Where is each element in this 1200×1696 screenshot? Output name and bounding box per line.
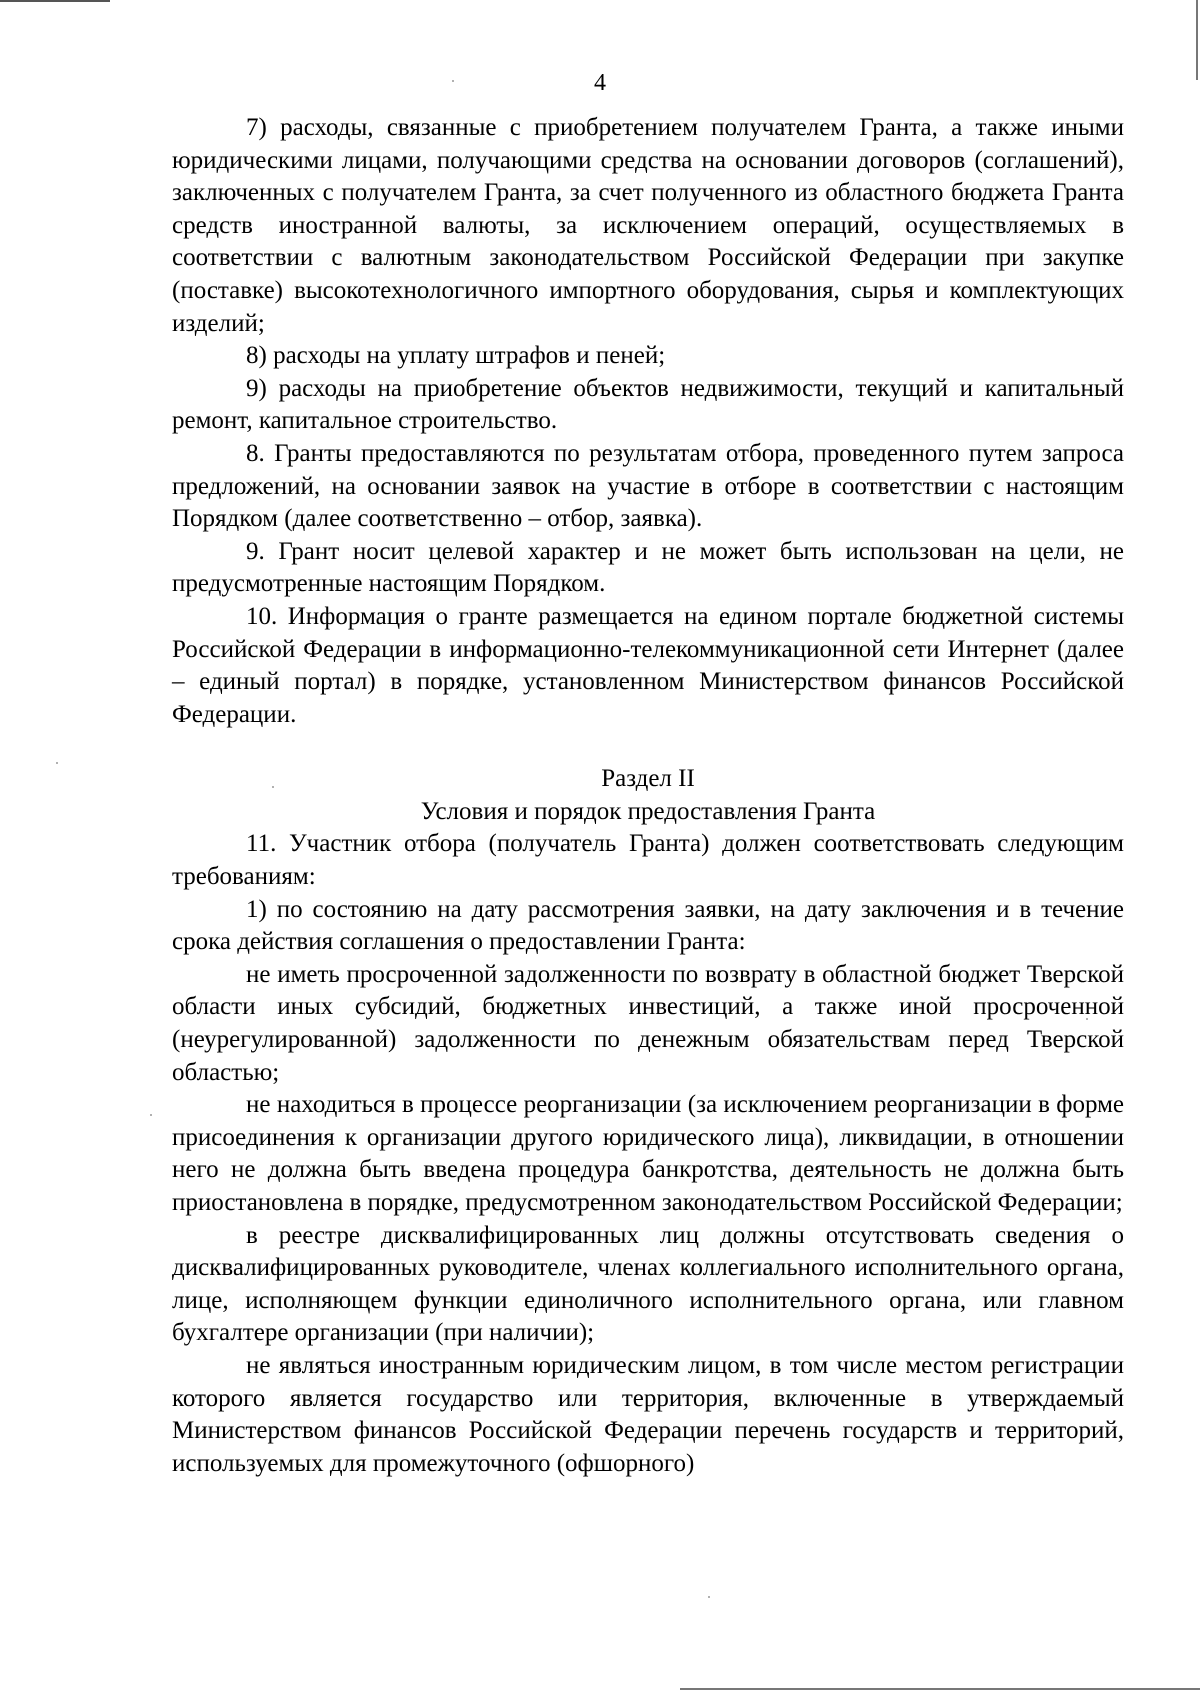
paragraph-item-8: 8) расходы на уплату штрафов и пеней; (246, 342, 666, 370)
scan-speck (708, 1596, 710, 1598)
scan-speck (56, 762, 58, 764)
paragraph-requirement: в реестре дисквалифицированных лиц должны отсутствовать сведения о дисквалифицированных руководителе, членах коллегиального исполнительного органа, лице, исполняющем функции единоличного исполнительного органа, или главном бухгалтере организации (при наличии); (172, 1221, 1124, 1347)
paragraph-requirement: не являться иностранным юридическим лицом, в том числе местом регистрации которого является государство или территория, включенные в утверждаемый Министерством финансов Российской Федерации перечень государств и территорий, используемых для промежуточного (офшорного) (172, 1351, 1124, 1477)
page-number: 4 (594, 70, 606, 96)
document-body (172, 112, 1124, 1480)
paragraph-clause-11: 11. Участник отбора (получатель Гранта) должен соответствовать следующим требованиям: (172, 830, 1124, 891)
scan-speck (150, 1114, 152, 1116)
section-title: Условия и порядок предоставления Гранта (420, 797, 876, 825)
paragraph-clause-9: 9. Грант носит целевой характер и не может быть использован на цели, не предусмотренные настоящим Порядком. (172, 537, 1124, 598)
paragraph-item-1: 1) по состоянию на дату рассмотрения заявки, на дату заключения и в течение срока действия соглашения о предоставлении Гранта: (172, 895, 1124, 956)
paragraph-clause-8: 8. Гранты предоставляются по результатам отбора, проведенного путем запроса предложений, на основании заявок на участие в отборе в соответствии с настоящим Порядком (далее соответственно – отбор, заявка). (172, 439, 1124, 533)
paragraph-item-9: 9) расходы на приобретение объектов недвижимости, текущий и капитальный ремонт, капитальное строительство. (172, 374, 1124, 435)
scan-edge-mark (680, 1688, 1200, 1690)
scan-edge-mark (0, 0, 110, 2)
paragraph-clause-10: 10. Информация о гранте размещается на едином портале бюджетной системы Российской Федерации в информационно-телекоммуникационной сети Интернет (далее – единый портал) в порядке, установленном Министерством финансов Российской Федерации. (172, 602, 1124, 728)
paragraph-requirement: не находиться в процессе реорганизации (за исключением реорганизации в форме присоединения к организации другого юридического лица), ликвидации, в отношении него не должна быть введена процедура банкротства, деятельность не должна быть приостановлена в порядке, предусмотренном законодательством Российской Федерации; (172, 1091, 1124, 1216)
section-label: Раздел II (601, 765, 695, 793)
paragraph-requirement: не иметь просроченной задолженности по возврату в областной бюджет Тверской области иных субсидий, бюджетных инвестиций, а также иной просроченной (неурегулированной) задолженности по денежным обязательствам перед Тверской областью; (172, 960, 1124, 1086)
paragraph-item-7: 7) расходы, связанные с приобретением получателем Гранта, а также иными юридическими лицами, получающими средства на основании договоров (соглашений), заключенных с получателем Гранта, за счет полученного из областного бюджета Гранта средств иностранной валюты, за исключением операций, осуществляемых в соответствии с валютным законодательством Российской Федерации при закупке (поставке) высокотехнологичного импортного оборудования, сырья и комплектующих изделий; (172, 114, 1124, 337)
